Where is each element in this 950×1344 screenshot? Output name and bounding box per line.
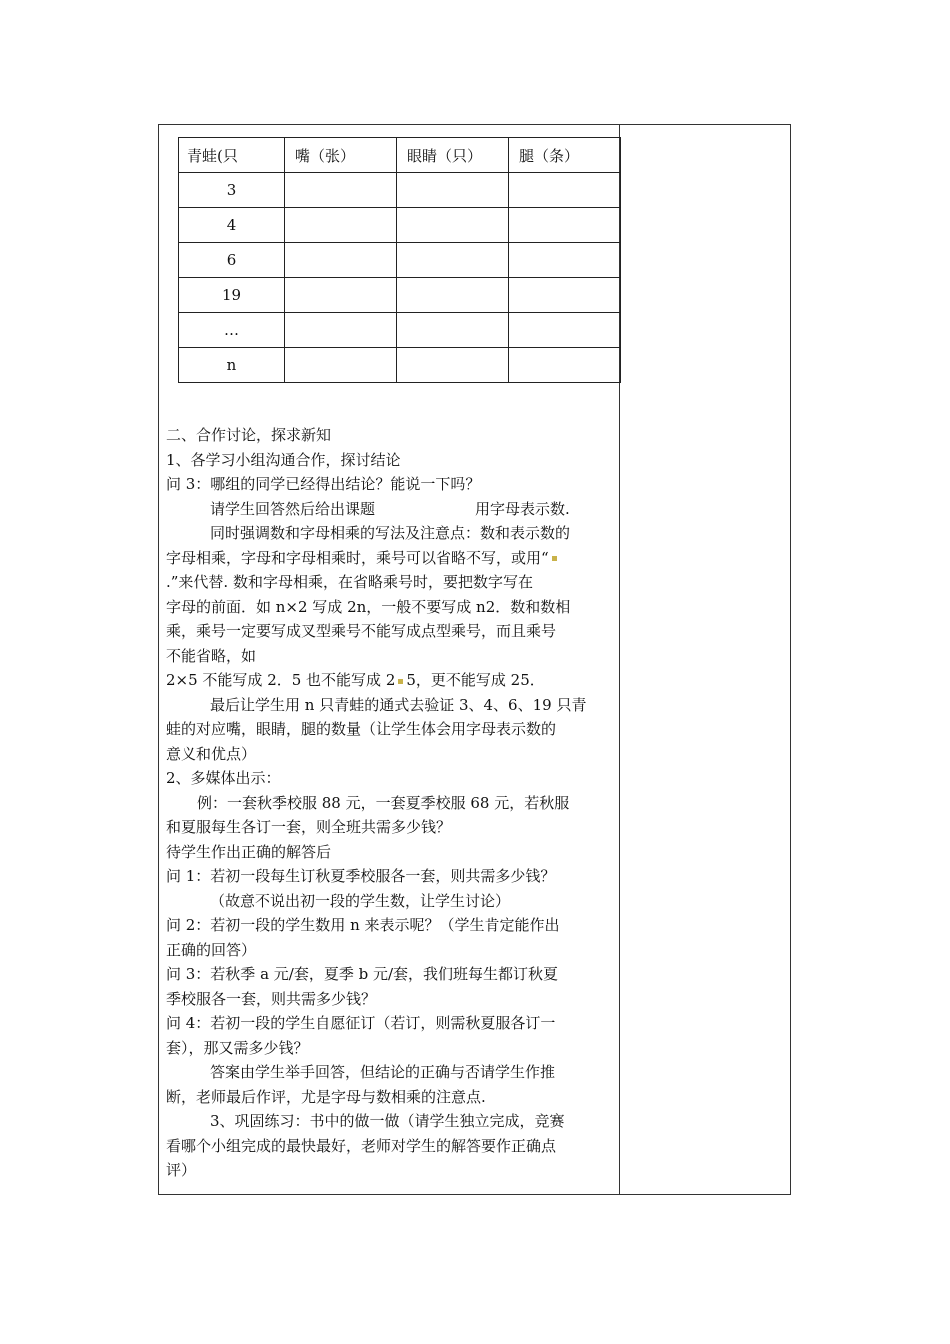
text-line: 问 4：若初一段的学生自愿征订（若订，则需秋夏服各订一 bbox=[166, 1014, 556, 1032]
empty-cell bbox=[285, 208, 397, 243]
text-line: 答案由学生举手回答，但结论的正确与否请学生作推 bbox=[210, 1063, 556, 1081]
text-line: 意义和优点） bbox=[166, 744, 257, 763]
empty-cell bbox=[509, 278, 621, 313]
table-row bbox=[179, 278, 621, 313]
table-header-row bbox=[179, 138, 621, 173]
text-line: 评） bbox=[166, 1161, 197, 1179]
text-line: 问 3：若秋季 a 元/套，夏季 b 元/套，我们班每生都订秋夏 bbox=[166, 965, 559, 983]
row-frog-count: 3 bbox=[179, 173, 285, 208]
empty-cell bbox=[397, 208, 509, 243]
empty-cell bbox=[285, 243, 397, 278]
empty-cell bbox=[509, 208, 621, 243]
text-line: 同时强调数和字母相乘的写法及注意点：数和表示数的 bbox=[210, 524, 571, 542]
text-line: （故意不说出初一段的学生数，让学生讨论） bbox=[210, 891, 511, 910]
text-line: 问 1：若初一段每生订秋夏季校服各一套，则共需多少钱？ bbox=[166, 867, 556, 885]
text-fragment: 用字母表示数. bbox=[475, 499, 570, 518]
text-line: 最后让学生用 n 只青蛙的通式去验证 3、4、6、19 只青 bbox=[210, 695, 587, 714]
header-legs: 腿（条） bbox=[509, 138, 621, 173]
row-frog-count: 19 bbox=[179, 278, 285, 313]
empty-cell bbox=[397, 313, 509, 348]
text-line: 季校服各一套，则共需多少钱？ bbox=[166, 989, 377, 1008]
table-row bbox=[179, 348, 621, 383]
empty-cell bbox=[509, 243, 621, 278]
row-frog-count: n bbox=[179, 348, 285, 383]
empty-cell bbox=[285, 348, 397, 383]
empty-cell bbox=[397, 173, 509, 208]
text-line: 和夏服每生各订一套，则全班共需多少钱？ bbox=[166, 818, 452, 836]
empty-cell bbox=[285, 278, 397, 313]
text-line: 不能省略，如 bbox=[166, 646, 257, 665]
text-line: 字母的前面．如 n×2 写成 2n，一般不要写成 n2．数和数相 bbox=[166, 597, 571, 616]
header-eyes: 眼睛（只） bbox=[397, 138, 509, 173]
text-line bbox=[166, 546, 612, 571]
text-fragment: 5，更不能写成 25． bbox=[406, 671, 545, 689]
section-heading: 二、合作讨论，探求新知 bbox=[166, 426, 332, 444]
header-mouths: 嘴（张） bbox=[285, 138, 397, 173]
lesson-text bbox=[166, 423, 612, 1183]
row-frog-count: 6 bbox=[179, 243, 285, 278]
row-frog-count: 4 bbox=[179, 208, 285, 243]
text-fragment: 请学生回答然后给出课题 bbox=[210, 499, 376, 518]
text-fragment: 2×5 不能写成 2．5 也不能写成 2 bbox=[166, 671, 396, 689]
text-line: 套），那又需多少钱？ bbox=[166, 1038, 309, 1057]
text-line: 乘，乘号一定要写成叉型乘号不能写成点型乘号，而且乘号 bbox=[166, 622, 557, 640]
text-line: 问 3：哪组的同学已经得出结论？能说一下吗？ bbox=[166, 475, 481, 493]
highlight-mark bbox=[552, 556, 557, 561]
empty-cell bbox=[509, 173, 621, 208]
document-frame bbox=[158, 124, 791, 1195]
header-frogs: 青蛙(只 bbox=[179, 138, 285, 173]
text-line: 问 2：若初一段的学生数用 n 来表示呢？（学生肯定能作出 bbox=[166, 916, 560, 934]
empty-cell bbox=[397, 278, 509, 313]
empty-cell bbox=[285, 173, 397, 208]
empty-cell bbox=[509, 348, 621, 383]
empty-cell bbox=[509, 313, 621, 348]
table-row bbox=[179, 173, 621, 208]
highlight-mark bbox=[398, 679, 403, 684]
text-line: 蛙的对应嘴，眼睛，腿的数量（让学生体会用字母表示数的 bbox=[166, 720, 557, 738]
empty-cell bbox=[285, 313, 397, 348]
empty-cell bbox=[397, 348, 509, 383]
table-row bbox=[179, 313, 621, 348]
text-line bbox=[166, 668, 612, 693]
text-line: 正确的回答） bbox=[166, 940, 257, 959]
text-line: 看哪个小组完成的最快最好，老师对学生的解答要作正确点 bbox=[166, 1136, 557, 1155]
text-fragment: 字母相乘，字母和字母相乘时，乘号可以省略不写，或用“ bbox=[166, 548, 549, 567]
section-heading: 2、多媒体出示： bbox=[166, 769, 281, 787]
text-line: .”来代替. 数和字母相乘，在省略乘号时，要把数字写在 bbox=[166, 573, 533, 591]
text-line: 3、巩固练习：书中的做一做（请学生独立完成，竞赛 bbox=[210, 1112, 565, 1130]
empty-cell bbox=[397, 243, 509, 278]
table-row bbox=[179, 208, 621, 243]
text-line: 待学生作出正确的解答后 bbox=[166, 842, 332, 861]
text-line: 断，老师最后作评，尤是字母与数相乘的注意点. bbox=[166, 1087, 486, 1106]
frog-count-table bbox=[178, 137, 621, 383]
text-line bbox=[166, 497, 612, 522]
text-line: 例：一套秋季校服 88 元，一套夏季校服 68 元，若秋服 bbox=[197, 793, 570, 812]
row-frog-count: … bbox=[179, 313, 285, 348]
table-row bbox=[179, 243, 621, 278]
text-line: 1、各学习小组沟通合作，探讨结论 bbox=[166, 450, 401, 469]
